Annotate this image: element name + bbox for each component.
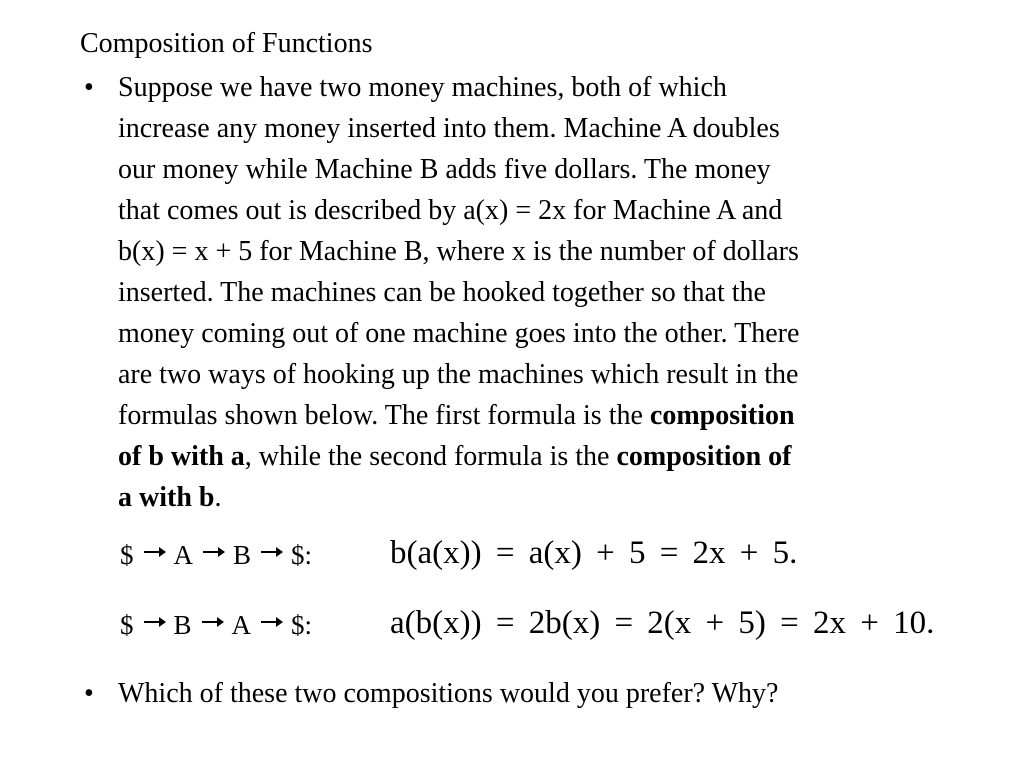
slide-title: Composition of Functions — [80, 28, 373, 59]
flow-diagram-2 — [120, 609, 312, 641]
line-text: , while the second formula is the — [244, 441, 617, 472]
arrow-right-icon — [144, 621, 164, 623]
paragraph-line: increase any money inserted into them. Machine A doubles — [118, 113, 780, 144]
bold-term: a with b — [118, 482, 215, 513]
flow-diagram-1 — [120, 539, 312, 571]
paragraph-line: inserted. The machines can be hooked together so that the — [118, 277, 766, 308]
paragraph-line: that comes out is described by a(x) = 2x for Machine A and — [118, 195, 783, 226]
bullet-text-1 — [118, 67, 960, 518]
paragraph-line — [118, 395, 960, 436]
arrow-right-icon — [203, 551, 223, 553]
paragraph-line: are two ways of hooking up the machines which result in the — [118, 359, 799, 390]
paragraph-line — [118, 477, 960, 518]
line-text: . — [214, 482, 222, 513]
formula-composition-b-with-a: b(a(x)) = a(x) + 5 = 2x + 5. — [390, 535, 798, 571]
question-line: Which of these two compositions would you prefer? Why? — [118, 678, 779, 709]
flow-start: $ — [120, 540, 134, 570]
paragraph-line — [118, 436, 960, 477]
bullet-paragraph-1 — [80, 67, 960, 518]
flow-machine-second: B — [233, 540, 252, 570]
flow-machine-second: A — [231, 610, 252, 640]
bold-term: composition — [649, 400, 795, 431]
flow-end: $: — [291, 540, 313, 570]
flow-end: $: — [291, 610, 313, 640]
bullet-marker: • — [84, 72, 94, 103]
flow-machine-first: A — [173, 540, 193, 570]
bullet-marker: • — [84, 678, 94, 709]
paragraph-line: Suppose we have two money machines, both of which — [118, 72, 727, 103]
paragraph-line: b(x) = x + 5 for Machine B, where x is the number of dollars — [118, 236, 799, 267]
arrow-right-icon — [202, 621, 222, 623]
bold-term: of b with a — [118, 441, 245, 472]
formula-composition-a-with-b: a(b(x)) = 2b(x) = 2(x + 5) = 2x + 10. — [390, 605, 935, 641]
arrow-right-icon — [144, 551, 164, 553]
flow-machine-first: B — [173, 610, 192, 640]
bullet-text-2 — [118, 673, 960, 714]
arrow-right-icon — [261, 621, 281, 623]
flow-start: $ — [120, 610, 134, 640]
paragraph-line: money coming out of one machine goes into the other. There — [118, 318, 800, 349]
arrow-right-icon — [261, 551, 281, 553]
bold-term: composition of — [616, 441, 792, 472]
line-text: formulas shown below. The first formula is the — [118, 400, 650, 431]
paragraph-line: our money while Machine B adds five dollars. The money — [118, 154, 771, 185]
bullet-paragraph-2 — [80, 673, 960, 714]
